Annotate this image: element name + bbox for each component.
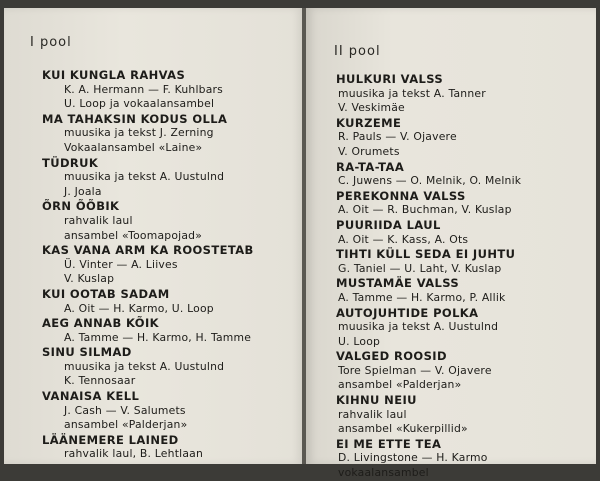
side-two-song-list [336,72,521,481]
song-credit-line: muusika ja tekst J. Zerning [64,126,214,140]
song-title: VALGED ROOSID [336,349,447,364]
song-entry [36,287,254,316]
song-credit-line: rahvalik laul [64,213,133,227]
song-entry [36,112,254,156]
song-entry [336,349,521,393]
song-entry [336,276,521,305]
song-entry [36,243,254,287]
song-title: KAS VANA ARM KA ROOSTETAB [42,243,254,258]
song-title: TIHTI KÜLL SEDA EI JUHTU [336,247,516,262]
song-entry [336,189,521,218]
song-credit-line: muusika ja tekst A. Uustulnd [338,320,499,334]
song-entry [336,72,521,116]
song-credit-line: R. Pauls — V. Ojavere [338,130,457,144]
song-credit-line: A. Tamme — H. Karmo, H. Tamme [64,330,252,344]
song-title: PEREKONNA VALSS [336,188,466,203]
song-credit-line: D. Livingstone — H. Karmo [338,451,488,465]
song-title: KURZEME [336,115,402,130]
song-credit-line: rahvalik laul [338,407,407,421]
song-entry [36,156,254,200]
song-credit-line: vokaalansambel [338,466,429,480]
song-entry [336,437,521,481]
song-entry [36,316,254,345]
song-credit-line: V. Kuslap [64,272,115,286]
song-credit-line: V. Orumets [338,144,400,158]
song-credit-line: A. Oit — K. Kass, A. Ots [338,232,469,246]
song-title: AEG ANNAB KÕIK [42,316,159,331]
song-entry [36,345,254,389]
song-credit-line: U. Loop [338,334,381,348]
song-credit-line: J. Joala [64,184,102,198]
song-entry [336,160,521,189]
song-entry [336,306,521,350]
song-credit-line: K. Tennosaar [64,374,136,388]
song-credit-line: ansambel «Palderjan» [64,418,188,432]
song-entry [336,393,521,437]
song-credit-line: Ü. Vinter — A. Liives [64,257,178,271]
song-title: MUSTAMÄE VALSS [336,276,460,291]
song-credit-line: ansambel «Kukerpillid» [338,422,468,436]
song-entry [36,433,254,462]
song-entry [36,199,254,243]
song-credit-line: rahvalik laul, B. Lehtlaan [64,447,204,461]
side-two-page [306,8,596,480]
song-title: EI ME ETTE TEA [336,436,442,451]
song-credit-line: U. Loop ja vokaalansambel [64,97,215,111]
side-one-heading: I pool [30,35,72,50]
song-title: LÄÄNEMERE LAINED [42,432,179,447]
song-title: KUI KUNGLA RAHVAS [42,68,186,82]
song-credit-line: ansambel «Toomapojad» [64,228,203,242]
song-credit-line: V. Veskimäe [338,101,405,115]
song-title: ÕRN ÕÕBIK [42,199,120,214]
song-title: TÜDRUK [42,155,99,170]
song-credit-line: muusika ja tekst A. Uustulnd [64,359,225,373]
song-entry [336,218,521,247]
song-credit-line: ansambel «Palderjan» [338,378,462,392]
song-credit-line: Vokaalansambel «Laine» [64,140,203,154]
song-title: PUURIIDA LAUL [336,217,441,232]
song-entry [36,68,254,112]
song-credit-line: A. Tamme — H. Karmo, P. Allik [338,290,506,304]
song-credit-line: J. Cash — V. Salumets [64,403,186,417]
song-credit-line: A. Oit — R. Buchman, V. Kuslap [338,203,512,217]
song-title: AUTOJUHTIDE POLKA [336,305,479,320]
song-credit-line: G. Taniel — U. Laht, V. Kuslap [338,261,502,275]
song-credit-line: A. Oit — H. Karmo, U. Loop [64,301,214,315]
song-credit-line: Tore Spielman — V. Ojavere [338,363,492,377]
song-entry [336,116,521,160]
song-credit-line: C. Juwens — O. Melnik, O. Melnik [338,174,522,188]
side-two-heading: II pool [334,44,381,59]
song-title: KUI OOTAB SADAM [42,286,170,301]
song-title: VANAISA KELL [42,389,140,404]
song-entry [336,247,521,276]
song-title: HULKURI VALSS [336,72,444,86]
song-credit-line: muusika ja tekst A. Uustulnd [64,170,225,184]
song-title: KIHNU NEIU [336,393,417,408]
side-one-song-list [36,68,254,462]
song-entry [36,389,254,433]
song-title: RA-TA-TAA [336,159,405,174]
song-credit-line: K. A. Hermann — F. Kuhlbars [64,82,223,96]
song-credit-line: muusika ja tekst A. Tanner [338,86,486,100]
side-one-page [4,8,302,464]
song-title: SINU SILMAD [42,345,132,360]
song-title: MA TAHAKSIN KODUS OLLA [42,111,228,126]
